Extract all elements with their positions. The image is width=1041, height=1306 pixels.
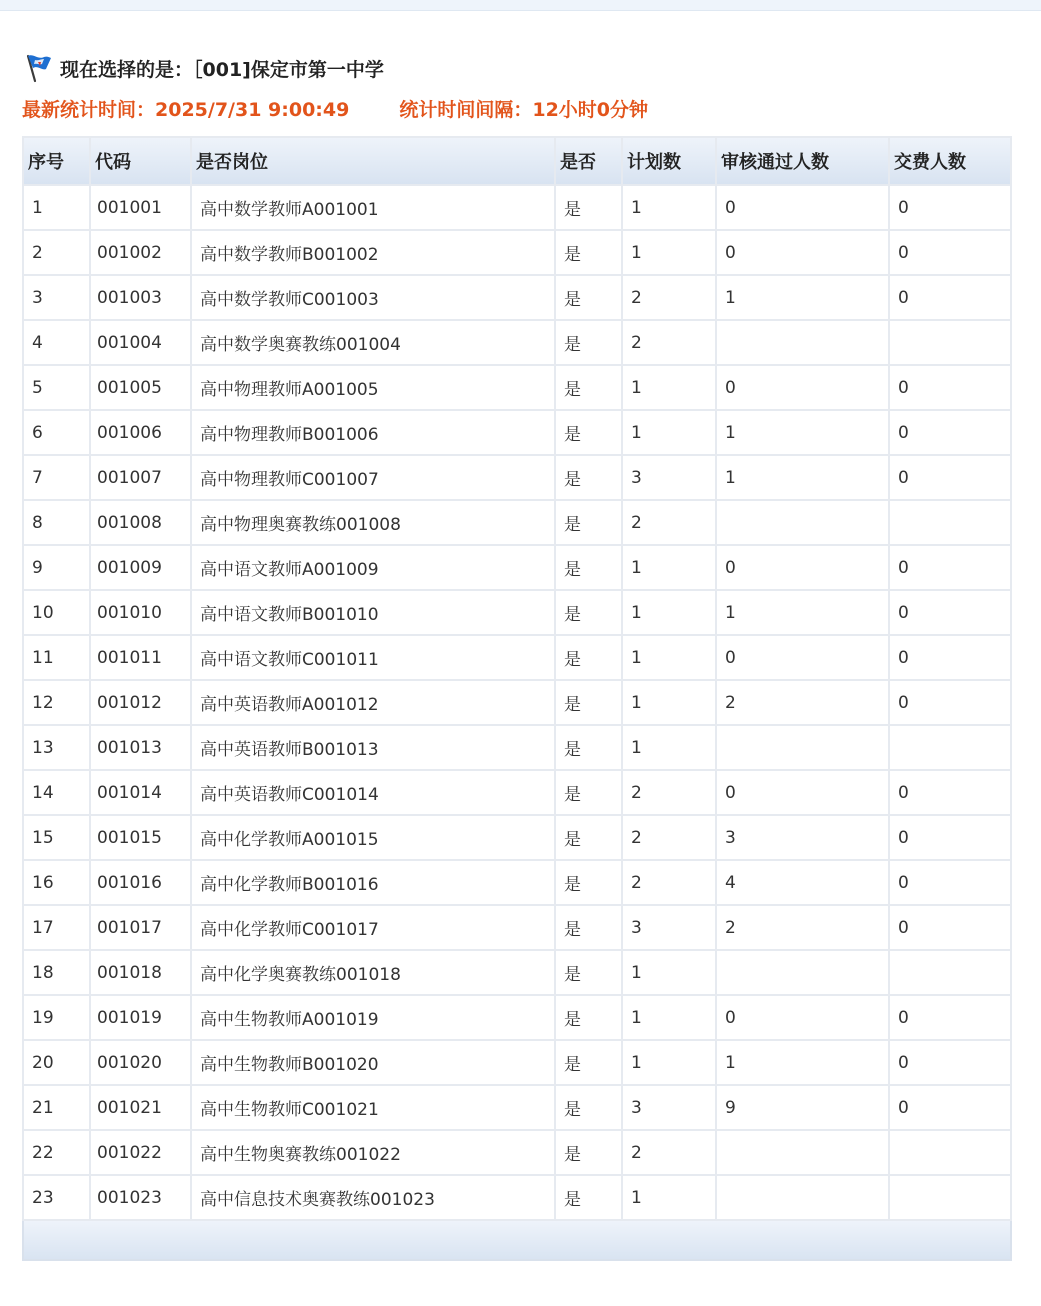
approved-cell: 0	[716, 635, 889, 680]
approved-cell: 1	[716, 455, 889, 500]
table-row	[23, 1175, 1011, 1220]
approved-cell: 2	[716, 905, 889, 950]
plan-cell: 1	[622, 185, 716, 230]
approved-cell	[716, 500, 889, 545]
approved-cell: 1	[716, 410, 889, 455]
table-row	[23, 1040, 1011, 1085]
top-toolbar-strip	[0, 0, 1041, 11]
index-cell: 20	[23, 1040, 90, 1085]
approved-cell	[716, 1175, 889, 1220]
index-cell: 12	[23, 680, 90, 725]
index-cell: 11	[23, 635, 90, 680]
plan-cell: 1	[622, 725, 716, 770]
approved-cell: 4	[716, 860, 889, 905]
header-col-index: 序号	[23, 137, 90, 185]
paid-cell	[889, 1130, 1011, 1175]
paid-cell	[889, 1175, 1011, 1220]
is-cell: 是	[555, 185, 622, 230]
index-cell: 13	[23, 725, 90, 770]
position-cell: 高中语文教师A001009	[191, 545, 555, 590]
approved-cell: 9	[716, 1085, 889, 1130]
stats-row	[22, 94, 648, 122]
header-col-position: 是否岗位	[191, 137, 555, 185]
paid-cell: 0	[889, 815, 1011, 860]
approved-cell: 2	[716, 680, 889, 725]
plan-cell: 1	[622, 680, 716, 725]
paid-cell: 0	[889, 770, 1011, 815]
plan-cell: 3	[622, 905, 716, 950]
is-cell: 是	[555, 860, 622, 905]
is-cell: 是	[555, 500, 622, 545]
paid-cell	[889, 500, 1011, 545]
code-cell: 001015	[90, 815, 191, 860]
table-row	[23, 995, 1011, 1040]
position-cell: 高中化学教师A001015	[191, 815, 555, 860]
paid-cell: 0	[889, 410, 1011, 455]
code-cell: 001011	[90, 635, 191, 680]
index-cell: 9	[23, 545, 90, 590]
paid-cell	[889, 320, 1011, 365]
code-cell: 001012	[90, 680, 191, 725]
selected-school-text: 现在选择的是：［001]保定市第一中学	[60, 58, 384, 81]
code-cell: 001017	[90, 905, 191, 950]
index-cell: 18	[23, 950, 90, 995]
table-row	[23, 1085, 1011, 1130]
paid-cell: 0	[889, 590, 1011, 635]
is-cell: 是	[555, 725, 622, 770]
is-cell: 是	[555, 590, 622, 635]
approved-cell: 0	[716, 365, 889, 410]
table-row	[23, 455, 1011, 500]
position-cell: 高中语文教师B001010	[191, 590, 555, 635]
position-cell: 高中化学教师B001016	[191, 860, 555, 905]
latest-update-time: 最新统计时间：2025/7/31 9:00:49	[22, 98, 350, 121]
plan-cell: 1	[622, 545, 716, 590]
table-footer	[23, 1220, 1011, 1260]
plan-cell: 3	[622, 1085, 716, 1130]
position-cell: 高中数学教师B001002	[191, 230, 555, 275]
header-col-plan: 计划数	[622, 137, 716, 185]
code-cell: 001022	[90, 1130, 191, 1175]
is-cell: 是	[555, 455, 622, 500]
approved-cell	[716, 320, 889, 365]
table-row	[23, 230, 1011, 275]
code-cell: 001020	[90, 1040, 191, 1085]
table-header-row	[23, 137, 1011, 185]
approved-cell: 0	[716, 995, 889, 1040]
plan-cell: 1	[622, 1175, 716, 1220]
table-row	[23, 815, 1011, 860]
position-cell: 高中生物教师B001020	[191, 1040, 555, 1085]
table-row	[23, 410, 1011, 455]
table-footer-bar	[23, 1220, 1011, 1260]
table-row	[23, 1130, 1011, 1175]
is-cell: 是	[555, 1085, 622, 1130]
position-cell: 高中数学教师C001003	[191, 275, 555, 320]
plan-cell: 2	[622, 500, 716, 545]
code-cell: 001010	[90, 590, 191, 635]
plan-cell: 1	[622, 950, 716, 995]
position-cell: 高中物理教师A001005	[191, 365, 555, 410]
position-cell: 高中信息技术奥赛教练001023	[191, 1175, 555, 1220]
approved-cell: 1	[716, 1040, 889, 1085]
paid-cell: 0	[889, 1085, 1011, 1130]
paid-cell: 0	[889, 860, 1011, 905]
table-row	[23, 365, 1011, 410]
plan-cell: 2	[622, 320, 716, 365]
is-cell: 是	[555, 275, 622, 320]
paid-cell: 0	[889, 905, 1011, 950]
table-row	[23, 500, 1011, 545]
approved-cell: 3	[716, 815, 889, 860]
is-cell: 是	[555, 1130, 622, 1175]
code-cell: 001013	[90, 725, 191, 770]
approved-cell: 0	[716, 545, 889, 590]
approved-cell	[716, 725, 889, 770]
approved-cell: 0	[716, 230, 889, 275]
positions-table	[22, 136, 1012, 1261]
index-cell: 1	[23, 185, 90, 230]
position-cell: 高中英语教师B001013	[191, 725, 555, 770]
table-row	[23, 275, 1011, 320]
paid-cell: 0	[889, 545, 1011, 590]
index-cell: 22	[23, 1130, 90, 1175]
plan-cell: 1	[622, 230, 716, 275]
table-row	[23, 905, 1011, 950]
table-row	[23, 590, 1011, 635]
positions-table-wrap	[22, 136, 1010, 1261]
position-cell: 高中物理教师C001007	[191, 455, 555, 500]
plan-cell: 2	[622, 860, 716, 905]
header-col-approved: 审核通过人数	[716, 137, 889, 185]
table-row	[23, 635, 1011, 680]
position-cell: 高中生物教师C001021	[191, 1085, 555, 1130]
approved-cell: 1	[716, 275, 889, 320]
code-cell: 001001	[90, 185, 191, 230]
plan-cell: 1	[622, 1040, 716, 1085]
index-cell: 6	[23, 410, 90, 455]
approved-cell	[716, 1130, 889, 1175]
flag-icon	[22, 52, 54, 84]
index-cell: 4	[23, 320, 90, 365]
paid-cell: 0	[889, 680, 1011, 725]
plan-cell: 1	[622, 995, 716, 1040]
is-cell: 是	[555, 905, 622, 950]
index-cell: 5	[23, 365, 90, 410]
index-cell: 15	[23, 815, 90, 860]
is-cell: 是	[555, 320, 622, 365]
index-cell: 2	[23, 230, 90, 275]
position-cell: 高中语文教师C001011	[191, 635, 555, 680]
is-cell: 是	[555, 410, 622, 455]
is-cell: 是	[555, 1175, 622, 1220]
plan-cell: 1	[622, 635, 716, 680]
paid-cell: 0	[889, 365, 1011, 410]
table-header	[23, 137, 1011, 185]
paid-cell: 0	[889, 455, 1011, 500]
code-cell: 001005	[90, 365, 191, 410]
index-cell: 8	[23, 500, 90, 545]
index-cell: 19	[23, 995, 90, 1040]
table-row	[23, 725, 1011, 770]
paid-cell: 0	[889, 185, 1011, 230]
table-row	[23, 545, 1011, 590]
header-col-code: 代码	[90, 137, 191, 185]
table-row	[23, 860, 1011, 905]
header-col-is: 是否	[555, 137, 622, 185]
approved-cell: 0	[716, 770, 889, 815]
index-cell: 23	[23, 1175, 90, 1220]
paid-cell	[889, 725, 1011, 770]
paid-cell: 0	[889, 635, 1011, 680]
code-cell: 001003	[90, 275, 191, 320]
code-cell: 001018	[90, 950, 191, 995]
table-row	[23, 320, 1011, 365]
position-cell: 高中物理奥赛教练001008	[191, 500, 555, 545]
code-cell: 001019	[90, 995, 191, 1040]
code-cell: 001016	[90, 860, 191, 905]
index-cell: 14	[23, 770, 90, 815]
is-cell: 是	[555, 680, 622, 725]
code-cell: 001006	[90, 410, 191, 455]
paid-cell	[889, 950, 1011, 995]
code-cell: 001014	[90, 770, 191, 815]
approved-cell: 0	[716, 185, 889, 230]
index-cell: 16	[23, 860, 90, 905]
index-cell: 3	[23, 275, 90, 320]
paid-cell: 0	[889, 1040, 1011, 1085]
code-cell: 001009	[90, 545, 191, 590]
index-cell: 10	[23, 590, 90, 635]
is-cell: 是	[555, 950, 622, 995]
position-cell: 高中化学教师C001017	[191, 905, 555, 950]
table-body	[23, 185, 1011, 1220]
paid-cell: 0	[889, 275, 1011, 320]
plan-cell: 2	[622, 770, 716, 815]
plan-cell: 3	[622, 455, 716, 500]
table-row	[23, 950, 1011, 995]
index-cell: 7	[23, 455, 90, 500]
position-cell: 高中化学奥赛教练001018	[191, 950, 555, 995]
is-cell: 是	[555, 545, 622, 590]
position-cell: 高中数学教师A001001	[191, 185, 555, 230]
code-cell: 001004	[90, 320, 191, 365]
is-cell: 是	[555, 230, 622, 275]
is-cell: 是	[555, 635, 622, 680]
position-cell: 高中物理教师B001006	[191, 410, 555, 455]
code-cell: 001002	[90, 230, 191, 275]
approved-cell	[716, 950, 889, 995]
code-cell: 001023	[90, 1175, 191, 1220]
code-cell: 001007	[90, 455, 191, 500]
table-row	[23, 680, 1011, 725]
code-cell: 001008	[90, 500, 191, 545]
plan-cell: 2	[622, 815, 716, 860]
table-row	[23, 770, 1011, 815]
selected-school-row	[22, 52, 384, 84]
header-col-paid: 交费人数	[889, 137, 1011, 185]
position-cell: 高中生物教师A001019	[191, 995, 555, 1040]
position-cell: 高中数学奥赛教练001004	[191, 320, 555, 365]
index-cell: 21	[23, 1085, 90, 1130]
table-row	[23, 185, 1011, 230]
plan-cell: 1	[622, 590, 716, 635]
is-cell: 是	[555, 365, 622, 410]
is-cell: 是	[555, 995, 622, 1040]
position-cell: 高中英语教师C001014	[191, 770, 555, 815]
position-cell: 高中生物奥赛教练001022	[191, 1130, 555, 1175]
index-cell: 17	[23, 905, 90, 950]
is-cell: 是	[555, 815, 622, 860]
is-cell: 是	[555, 770, 622, 815]
position-cell: 高中英语教师A001012	[191, 680, 555, 725]
plan-cell: 2	[622, 1130, 716, 1175]
approved-cell: 1	[716, 590, 889, 635]
update-interval: 统计时间间隔：12小时0分钟	[399, 98, 649, 121]
plan-cell: 2	[622, 275, 716, 320]
plan-cell: 1	[622, 410, 716, 455]
plan-cell: 1	[622, 365, 716, 410]
is-cell: 是	[555, 1040, 622, 1085]
code-cell: 001021	[90, 1085, 191, 1130]
paid-cell: 0	[889, 230, 1011, 275]
paid-cell: 0	[889, 995, 1011, 1040]
